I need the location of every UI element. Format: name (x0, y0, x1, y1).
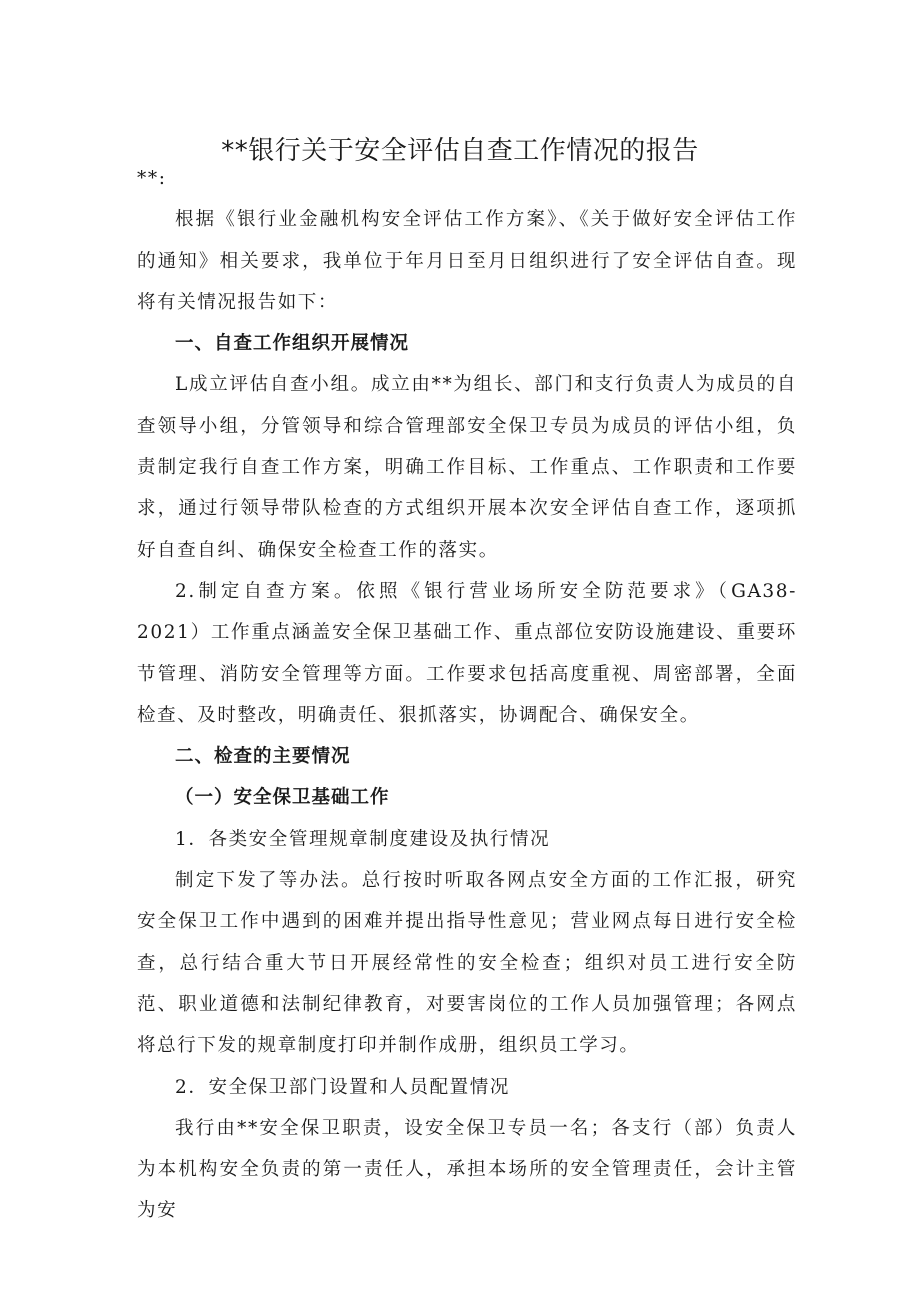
salutation: **: (137, 168, 167, 189)
item-1-title: 1．各类安全管理规章制度建设及执行情况 (175, 828, 551, 850)
item-2-body: 我行由**安全保卫职责，设安全保卫专员一名；各支行（部）负责人为本机构安全负责的第一责任人，承担本场所的安全管理责任，会计主管为安 (137, 1117, 797, 1222)
section-heading-2: 二、检查的主要情况 (175, 746, 351, 768)
section1-paragraph-1: L成立评估自查小组。成立由**为组长、部门和支行负责人为成员的自查领导小组，分管领导和综合管理部安全保卫专员为成员的评估小组，负责制定我行自查工作方案，明确工作目标、工作重点、工作职责和工作要求，通过行领导带队检查的方式组织开展本次安全评估自查工作，逐项抓好自查自纠、确保安全检查工作的落实。 (137, 374, 797, 561)
item-2-title: 2．安全保卫部门设置和人员配置情况 (175, 1076, 510, 1098)
item-1-body: 制定下发了等办法。总行按时听取各网点安全方面的工作汇报，研究安全保卫工作中遇到的困难并提出指导性意见；营业网点每日进行安全检查，总行结合重大节日开展经常性的安全检查；组织对员工进行安全防范、职业道德和法制纪律教育，对要害岗位的工作人员加强管理；各网点将总行下发的规章制度打印并制作成册，组织员工学习。 (137, 870, 797, 1057)
document-title: **银行关于安全评估自查工作情况的报告 (221, 136, 699, 167)
document-body (137, 158, 797, 1232)
intro-paragraph: 根据《银行业金融机构安全评估工作方案》、《关于做好安全评估工作的通知》相关要求，我单位于年月日至月日组织进行了安全评估自查。现将有关情况报告如下： (137, 209, 797, 313)
section1-paragraph-2: 2.制定自查方案。依照《银行营业场所安全防范要求》（GA38-2021）工作重点涵盖安全保卫基础工作、重点部位安防设施建设、重要环节管理、消防安全管理等方面。工作要求包括高度重视、周密部署，全面检查、及时整改，明确责任、狠抓落实，协调配合、确保安全。 (137, 580, 797, 726)
section-heading-1: 一、自查工作组织开展情况 (175, 333, 410, 355)
subsection-heading-1: （一）安全保卫基础工作 (175, 787, 390, 809)
